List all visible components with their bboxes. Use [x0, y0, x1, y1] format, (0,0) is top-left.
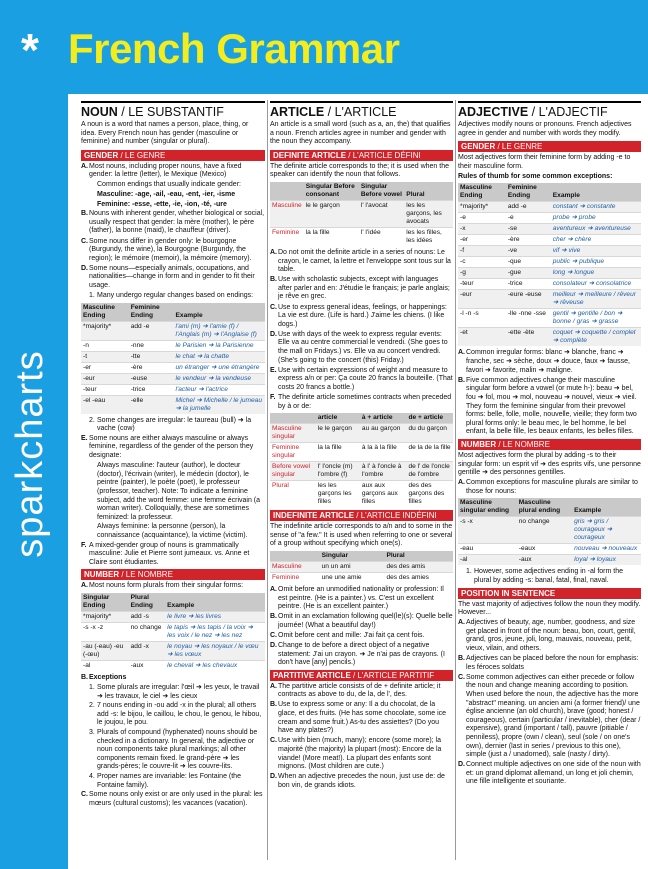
adjective-number-table: Masculine singular ending Masculine plural ending Example -s -x no change gris ➜ gris / courageux ➜ courageux -eau -eaux nouveau ➜ nouveaux -al -aux loyal ➜ loyaux: [458, 498, 641, 565]
table-row: -er -ère cher ➜ chère: [458, 235, 641, 246]
table-row: -eur -euse le vendeur ➜ la vendeuse: [81, 373, 265, 384]
section-heading: ADJECTIVE / L'ADJECTIF: [458, 101, 641, 120]
rule-subitem: 1. Some plurals are irregular: l'œil ➜ les yeux, le travail ➜ les travaux, le ciel ➜ les cieux: [89, 683, 260, 700]
rule-item: D. Use with days of the week to express regular events: Elle va au centre commercial le vendredi. (She goes to the mall on Fridays.) vs. Elle va au concert vendredi. (She's going to the concert (this) Friday.): [270, 330, 448, 364]
rule-item: B. Use to express some or any: Il a du chocolat, de la glace, et des fruits. (He has some chocolate, some ice cream and some fruit.) As-tu des assiettes? (Do you have any plates?): [270, 701, 447, 735]
rule-item: D. Change to de before a direct object of a negative statement: J'ai un crayon. ➜ Je n'ai pas de crayons. (I don't have [any] pencils.): [270, 642, 445, 667]
table-row: Feminine singular la la fille à la à la fille de la de la fille: [270, 443, 453, 462]
rule-item: A. Adjectives of beauty, age, number, goodness, and size get placed in front of the noun: beau, bon, court, gentil, grand, gros, jeune, joli, long, mauvais, nouveau, petit, vieux, vilain, and others.: [458, 619, 636, 653]
paragraph: The indefinite article corresponds to a/n and to some in the sense of "a few." It is used when referring to one or several of a group without specifying which one(s).: [270, 523, 453, 548]
rule-item: C. Omit before cent and mille: J'ai fait ça cent fois.: [270, 631, 425, 639]
subsection-bar: POSITION IN SENTENCE: [458, 588, 641, 599]
asterisk-logo-icon: *: [21, 24, 39, 76]
table-row: -l -n -s -lle -nne -sse gentil ➜ gentille / bon ➜ bonne / gras ➜ grasse: [458, 309, 641, 328]
section-heading: ARTICLE / L'ARTICLE: [270, 101, 453, 120]
table-row: -et -ette -ète coquet ➜ coquette / complet ➜ complète: [458, 328, 641, 347]
subsection-bar: DEFINITE ARTICLE / L'ARTICLE DÉFINI: [270, 150, 453, 161]
rule-item: A. Common irregular forms: blanc ➜ blanche, franc ➜ franche, sec ➜ sèche, doux ➜ douce, faux ➜ fausse, favori ➜ favorite, malin ➜ maligne.: [458, 349, 630, 374]
table-row: Feminine la la fille l' l'idée les les filles, les idées: [270, 227, 453, 246]
noun-number-table: Singular Ending Plural Ending Example *majority* add -s le livre ➜ les livres -s -x -z no change le tapis ➜ les tapis / la voix ➜ les voix / le nez ➜ les nez -au (-eau) -eu (-œu) add -x le noyau ➜ les noyaux / le vœu ➜ les vœux -al -aux le cheval ➜ les chevaux: [81, 593, 265, 671]
rule-note: Common endings that usually indicate gender:: [97, 181, 241, 189]
table-row: -el -eau -elle Michel ➜ Michelle / le jumeau ➜ la jumelle: [81, 395, 265, 414]
rule-subitem: 3. Plurals of compound (hyphenated) nouns should be checked in a dictionary. In general, the adjective or noun components take plural markings; all other components remain fixed. le grand-père ➜ les grands-pères; le couvre-lit ➜ les couvre-lits.: [89, 728, 258, 771]
rule-item: C. Some nouns only exist or are only used in the plural: les mœurs (cultural customs); les vacances (vacation).: [81, 791, 263, 807]
rule-subitem: 4. Proper names are invariable: les Fontaine (the Fontaine family).: [89, 772, 241, 789]
rule-subitem: 2. 7 nouns ending in -ou add -x in the plural; all others add -s: le bijou, le caillou, le chou, le genou, le hibou, le joujou, le pou.: [89, 702, 262, 727]
adjective-column: [458, 101, 641, 863]
column-divider: [455, 100, 456, 860]
indefinite-article-table: Singular Plural Masculine un un ami des des amis Feminine une une amie des des amies: [270, 551, 453, 583]
table-row: -teur -trice l'acteur ➜ l'actrice: [81, 384, 265, 395]
rule-item: D. When an adjective precedes the noun, just use de: de bon vin, de grands idiots.: [270, 773, 445, 789]
rule-subitem: 2. Some changes are irregular: le taureau (bull) ➜ la vache (cow): [89, 416, 252, 433]
column-divider: [267, 100, 268, 860]
noun-column: [81, 101, 265, 863]
noun-gender-table: Masculine Ending Feminine Ending Example *majority* add -e l'ami (m) ➜ l'amie (f) / l'Anglais (m) ➜ l'Anglaise (f) -n -nne le Parisien ➜ la Parisienne -t -tte le chat ➜ la chatte -er -ère un étranger ➜ une étrangère -eur -euse le vendeur ➜ la vendeuse -teur -trice l'acteur ➜ l'actrice -el -eau -elle Michel ➜ Michelle / le jumeau ➜ la jumelle: [81, 303, 265, 414]
rule-note: Masculine: -age, -ail, -eau, -ent, -ier, -isme: [97, 191, 236, 199]
intro-text: Adjectives modify nouns or pronouns. French adjectives agree in gender and number with words they modify.: [458, 121, 632, 137]
table-row: -s -x -z no change le tapis ➜ les tapis / la voix ➜ les voix / le nez ➜ les nez: [81, 622, 265, 641]
rule-item: A. The partitive article consists of de + definite article; it contracts as above to du, de la, de l', des.: [270, 682, 441, 699]
adjective-gender-table: Masculine Ending Feminine Ending Example *majority* add -e constant ➜ constante -e -e probe ➜ probe -x -se aventureux ➜ aventureuse -er -ère cher ➜ chère -f -ve vif ➜ vive -c -que public ➜ publique -g -gue long ➜ longue -teur -trice consolateur ➜ consolatrice -eur -eure -euse meilleur ➜ meilleure / rêveur ➜ rêveuse -l -n -s -lle -nne -sse gentil ➜ gentille / bon ➜ bonne / gras ➜ grasse -et -ette -ète coquet ➜ coquette / complet ➜ complète: [458, 183, 641, 346]
table-row: -eur -eure -euse meilleur ➜ meilleure / rêveur ➜ rêveuse: [458, 290, 641, 309]
table-row: Masculine singular le le garçon au au garçon du du garçon: [270, 424, 453, 443]
rule-item: F. A mixed-gender group of nouns is grammatically masculine: Julie et Pierre sont jumeaux. vs. Anne et Claire sont étudiantes.: [81, 541, 250, 566]
definite-article-table: Singular Before consonant Singular Before vowel Plural Masculine le le garçon l' l'avocat les les garçons, les avocats Feminine la la fille l' l'idée les les filles, les idées: [270, 182, 453, 246]
intro-text: A noun is a word that names a person, place, thing, or idea. Every French noun has gender (masculine or feminine) and number (singular or plural).: [81, 121, 249, 146]
rule-subitem: 1. However, some adjectives ending in -al form the plural by adding -s: banal, fatal, final, naval.: [466, 568, 624, 584]
table-row: *majority* add -s le livre ➜ les livres: [81, 611, 265, 622]
rule-item: B. Omit in an exclamation following quel(le)(s): Quelle belle journée! (What a beautiful day!): [270, 613, 453, 629]
rule-item: C. Use with bien (much, many); encore (some more); la majorité (the majority) la plupart (most): Encore de la viande! (More meat!). La plupart des enfants sont mignons. (Most children are cute.): [270, 737, 442, 771]
table-row: Before vowel singular l' l'oncle (m) l'ombre (f) à l' à l'oncle à l'ombre de l' de l'oncle de l'ombre: [270, 462, 453, 481]
subsection-bar: INDEFINITE ARTICLE / L'ARTICLE INDÉFINI: [270, 510, 453, 521]
intro-text: An article is a small word (such as a, an, the) that qualifies a noun. French articles agree in number and gender with the noun they accompany.: [270, 121, 451, 146]
paragraph: Most adjectives form the plural by adding -s to their singular form: un esprit vif ➜ des esprits vifs, une personne gentille ➜ des personnes gentilles.: [458, 451, 641, 477]
rule-note: Always masculine: l'auteur (author), le docteur (doctor), l'écrivain (writer), le médecin (doctor), le peintre (painter), le poète (poet), le professeur (professor, teacher). Note: To indicate a feminine subject, add the word femme: une femme écrivain (a woman writer). Colloquially, these are sometimes feminized: la professeur.: [97, 462, 261, 521]
subsection-bar: GENDER / LE GENRE: [458, 141, 641, 152]
table-row: -al -aux loyal ➜ loyaux: [458, 555, 641, 566]
rule-item: B. Nouns with inherent gender, whether biological or social, usually respect that gender: la mère (mother), le père (father), la bonne (maid), le chauffeur (driver).: [81, 210, 265, 235]
rule-item: A. Do not omit the definite article in a series of nouns: Le crayon, le carnet, la lettre et l'enveloppe sont tous sur la table.: [270, 248, 451, 274]
table-row: -g -gue long ➜ longue: [458, 268, 641, 279]
side-bar: [0, 94, 68, 869]
paragraph: Most adjectives form their feminine form by adding -e to their masculine form.: [458, 154, 631, 170]
table-row: -t -tte le chat ➜ la chatte: [81, 351, 265, 362]
rule-note: Feminine: -esse, -ette, -ie, -ion, -té, -ure: [97, 200, 227, 208]
table-row: -er -ère un étranger ➜ une étrangère: [81, 362, 265, 373]
rule-item: A. Omit before an unmodified nationality or profession: Il est peintre. (He is a painter.) vs. C'est un excellent peintre. (He is an excellent painter.): [270, 585, 444, 611]
contraction-table: article à + article de + article Masculine singular le le garçon au au garçon du du garçon Feminine singular la la fille à la à la fille de la de la fille Before vowel singular l' l'oncle (m) l'ombre (f) à l' à l'oncle à l'ombre de l' de l'oncle de l'ombre Plural les les garçons les filles aux aux garçons aux filles des des garçons des filles: [270, 413, 453, 507]
rule-item: C. Some nouns differ in gender only: le bourgogne (Burgundy, the wine), la Bourgogne (Burgundy, the region); le mémoire (memoir), la mémoire (memory).: [81, 237, 252, 262]
rule-item: B. Use with scholastic subjects, except with languages after parler and en: J'étudie le français; je parle anglais; je rêve en grec.: [270, 276, 450, 301]
table-row: Plural les les garçons les filles aux aux garçons aux filles des des garçons des filles: [270, 481, 453, 508]
table-row: Masculine un un ami des des amis: [270, 561, 453, 572]
rule-item: C. Use to express general ideas, feelings, or happenings: La vie est dure. (Life is hard.) J'aime les chiens. (I like dogs.): [270, 303, 447, 328]
table-row: *majority* add -e l'ami (m) ➜ l'amie (f) / l'Anglais (m) ➜ l'Anglaise (f): [81, 321, 265, 340]
table-row: -eau -eaux nouveau ➜ nouveaux: [458, 544, 641, 555]
rule-item: D. Connect multiple adjectives on one side of the noun with et: un grand diplomat allemand, un long et joli chemin, une fille intelligente et souriante.: [458, 761, 641, 786]
paragraph: The vast majority of adjectives follow the noun they modify. However...: [458, 600, 641, 617]
table-row: *majority* add -e constant ➜ constante: [458, 202, 641, 213]
paragraph: Rules of thumb for some common exceptions:: [458, 172, 613, 180]
header-banner: [0, 0, 648, 94]
rule-item: D. Some nouns—especially animals, occupations, and nationalities—change in form and in gender to fit their usage.: [81, 264, 255, 289]
table-row: -x -se aventureux ➜ aventureuse: [458, 224, 641, 235]
rule-item: C. Some common adjectives can either precede or follow the noun and change meaning according to position. When used before the noun, the adjective has the more "abstract" meaning. un ancien ami (a former friend)/ une église ancienne (an old church), brave (good; honest / courageous), certain (particular / inevitable), cher (dear / expensive), grand (important / tall), pauvre (pitiable / penniless), propre (own / clean), seul (sole / on one's own), dernier (last in series / previous to this one), simple (just a / unadorned), sale (nasty / dirty).: [458, 673, 641, 759]
table-row: -e -e probe ➜ probe: [458, 213, 641, 224]
subsection-bar: PARTITIVE ARTICLE / L'ARTICLE PARTITIF: [270, 670, 453, 681]
rule-item: A. Common exceptions for masculine plurals are similar to those for nouns:: [458, 479, 638, 495]
subsection-bar: NUMBER / LE NOMBRE: [81, 569, 265, 580]
table-row: -al -aux le cheval ➜ les chevaux: [81, 660, 265, 671]
table-row: -s -x no change gris ➜ gris / courageux ➜ courageux: [458, 517, 641, 544]
subsection-bar: GENDER / LE GENRE: [81, 150, 265, 161]
table-row: -teur -trice consolateur ➜ consolatrice: [458, 279, 641, 290]
rule-item: E. Use with certain expressions of weight and measure to express a/n or per: Ça coute 20 francs la bouteille. (That costs 20 francs a bottle.): [270, 366, 453, 391]
subsection-bar: NUMBER / LE NOMBRE: [458, 439, 641, 450]
table-row: -au (-eau) -eu (-œu) add -x le noyau ➜ les noyaux / le vœu ➜ les vœux: [81, 641, 265, 660]
rule-item: E. Some nouns are either always masculine or always feminine, regardless of the gender of the person they designate:: [81, 434, 254, 460]
table-row: Masculine le le garçon l' l'avocat les les garçons, les avocats: [270, 200, 453, 227]
rule-subitem: 1. Many undergo regular changes based on endings:: [89, 292, 254, 300]
paragraph: The definite article corresponds to the; it is used when the speaker can identify the noun that follows.: [270, 162, 449, 179]
rule-note: Always feminine: la personne (person), la connaissance (acquaintance), la victime (victim).: [97, 523, 248, 539]
table-row: -f -ve vif ➜ vive: [458, 246, 641, 257]
article-column: [270, 101, 453, 863]
table-row: Feminine une une amie des des amies: [270, 572, 453, 583]
page-title: French Grammar: [68, 25, 400, 72]
rule-item: B. Exceptions: [81, 673, 127, 681]
rule-item: A. Most nouns, including proper nouns, have a fixed gender: la lettre (letter), le Mexique (Mexico): [81, 162, 242, 179]
rule-item: F. The definite article sometimes contracts when preceded by à or de:: [270, 393, 452, 410]
table-row: -c -que public ➜ publique: [458, 257, 641, 268]
rule-item: B. Five common adjectives change their masculine singular form before a vowel (or mute h-): beau ➜ bel, fou ➜ fol, mou ➜ mol, nouveau ➜ nouvel, vieux ➜ vieil. They form the feminine singular from their prevowel forms: belle, folle, molle, nouvelle, vieille; they form two plural forms only: le beau mec, le bel homme, le bel enfant, la belle fille, les beaux enfants, les belles filles.: [458, 376, 637, 436]
rule-item: B. Adjectives can be placed before the noun for emphasis: les féroces soldats: [458, 655, 639, 671]
table-row: -n -nne le Parisien ➜ la Parisienne: [81, 340, 265, 351]
rule-item: A. Most nouns form plurals from their singular forms:: [81, 582, 244, 590]
section-heading: NOUN / LE SUBSTANTIF: [81, 101, 265, 120]
brand-logo: sparkcharts: [9, 350, 51, 558]
